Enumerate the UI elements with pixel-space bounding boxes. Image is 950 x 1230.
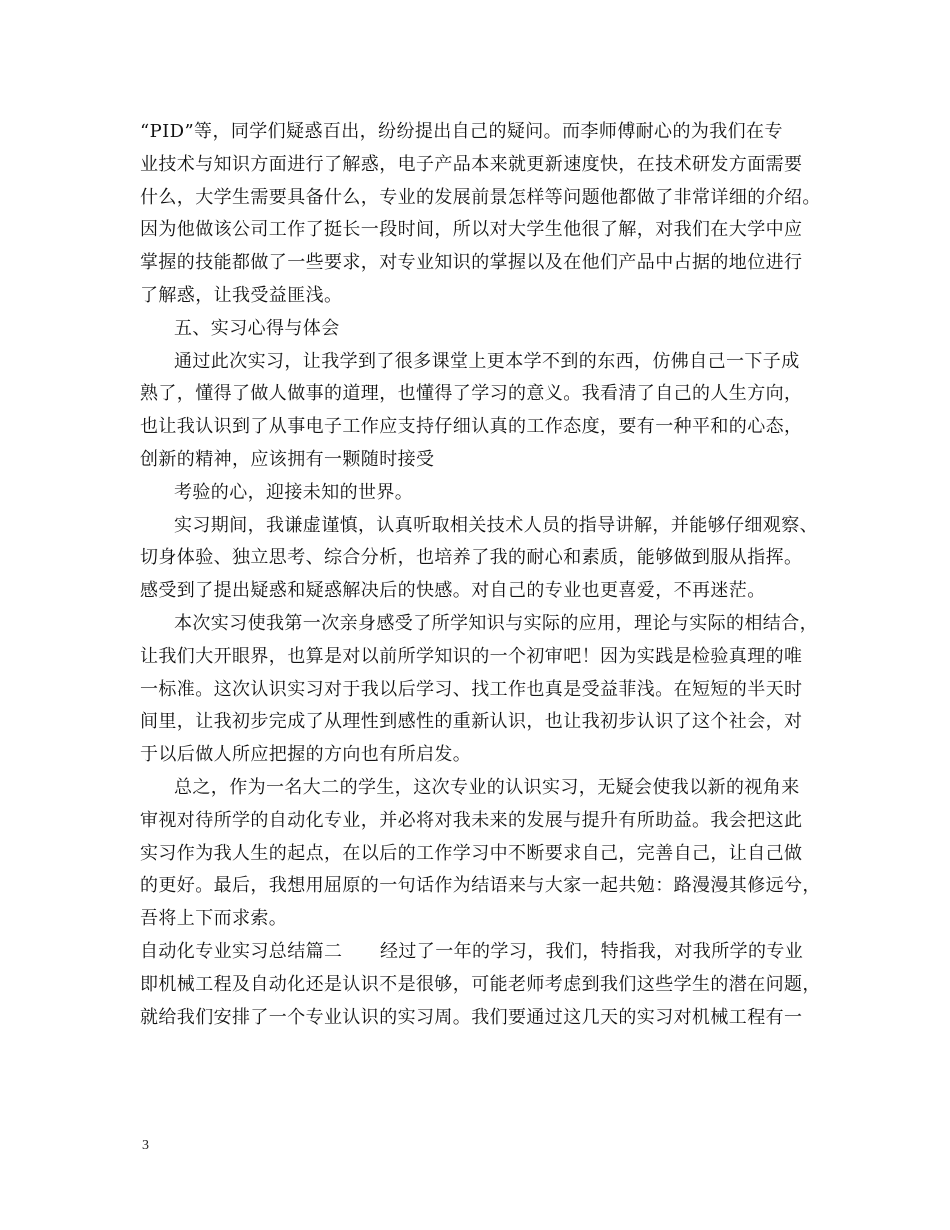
text-line: 考验的心，迎接未知的世界。 [174,481,414,503]
text-line: 让我们大开眼界，也算是对以前所学知识的一个初审吧！因为实践是检验真理的唯 [140,645,803,667]
text-line: 创新的精神，应该拥有一颗随时接受 [140,448,435,470]
text-line: 熟了，懂得了做人做事的道理，也懂得了学习的意义。我看清了自己的人生方向， [140,383,803,405]
text-line: 一标准。这次认识实习对于我以后学习、找工作也真是受益菲浅。在短短的半天时 [140,678,803,700]
text-line: “PID”等，同学们疑惑百出，纷纷提出自己的疑问。而李师傅耐心的为我们在专 [140,121,783,142]
text-line: 总之，作为一名大二的学生，这次专业的认识实习，无疑会使我以新的视角来 [174,776,800,798]
text-line: 什么，大学生需要具备什么，专业的发展前景怎样等问题他都做了非常详细的介绍。 [140,186,821,208]
text-line: 实习期间，我谦虚谨慎，认真听取相关技术人员的指导讲解，并能够仔细观察、 [174,514,818,536]
text-line: 间里，让我初步完成了从理性到感性的重新认识，也让我初步认识了这个社会，对 [140,711,803,733]
text-line: 于以后做人所应把握的方向也有所启发。 [140,744,472,766]
text-line: 了解惑，让我受益匪浅。 [140,284,343,306]
text-line: 切身体验、独立思考、综合分析，也培养了我的耐心和素质，能够做到服从指挥。 [140,547,803,569]
text-line: 审视对待所学的自动化专业，并必将对我未来的发展与提升有所助益。我会把这此 [140,809,803,831]
text-line: 因为他做该公司工作了挺长一段时间，所以对大学生他很了解，对我们在大学中应 [140,219,803,241]
text-line: 的更好。最后，我想用屈原的一句话作为结语来与大家一起共勉：路漫漫其修远兮， [140,875,821,897]
text-line: 本次实习使我第一次亲身感受了所学知识与实际的应用，理论与实际的相结合， [174,612,818,634]
section-title: 自动化专业实习总结篇二 [140,940,343,962]
text-line: 感受到了提出疑惑和疑惑解决后的快感。对自己的专业也更喜爱，不再迷茫。 [140,580,766,602]
text-line: 吾将上下而求索。 [140,908,288,930]
text-line: 实习作为我人生的起点，在以后的工作学习中不断要求自己，完善自己，让自己做 [140,842,803,864]
section-first-text: 经过了一年的学习，我们，特指我，对我所学的专业 [380,940,804,962]
text-line: 即机械工程及自动化还是认识不是很够，可能老师考虑到我们这些学生的潜在问题， [140,973,821,995]
section-title-line [140,936,840,969]
text-line: 业技术与知识方面进行了解惑，电子产品本来就更新速度快，在技术研发方面需要 [140,153,803,175]
section-heading: 五、实习心得与体会 [174,317,340,339]
text-line: 通过此次实习，让我学到了很多课堂上更本学不到的东西，仿佛自己一下子成 [174,350,800,372]
text-line: 掌握的技能都做了一些要求，对专业知识的掌握以及在他们产品中占据的地位进行 [140,252,803,274]
text-line: 也让我认识到了从事电子工作应支持仔细认真的工作态度，要有一种平和的心态， [140,416,803,438]
document-body [140,116,840,1034]
page-number: 3 [142,1138,149,1153]
text-line: 就给我们安排了一个专业认识的实习周。我们要通过这几天的实习对机械工程有一 [140,1006,803,1028]
